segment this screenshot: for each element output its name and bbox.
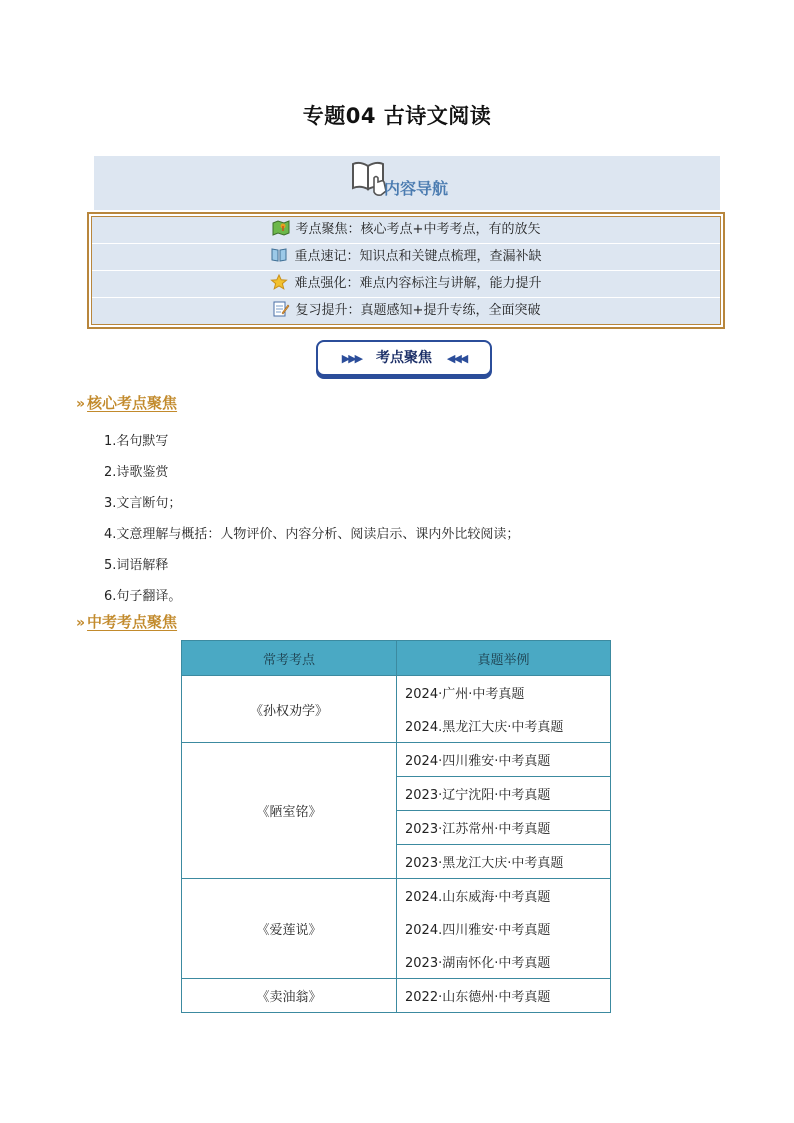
- table-row: [182, 879, 611, 913]
- book-icon: [270, 247, 288, 263]
- page-title: 专题04 古诗文阅读: [302, 104, 492, 128]
- nav-row-text: 重点速记：知识点和关键点梳理，查漏补缺: [294, 249, 542, 264]
- example-cell: 2024.黑龙江大庆·中考真题: [397, 709, 611, 743]
- arrows-right-icon: ▶▶▶: [341, 352, 362, 365]
- example-cell: 2023·辽宁沈阳·中考真题: [397, 777, 611, 811]
- banner-label: 考点聚焦: [376, 350, 432, 366]
- table-header: 真题举例: [397, 641, 611, 676]
- example-cell: 2023·江苏常州·中考真题: [397, 811, 611, 845]
- list-item: 1.名句默写: [104, 434, 169, 449]
- double-chevron-icon: »: [76, 396, 86, 412]
- nav-row-text: 难点强化：难点内容标注与讲解，能力提升: [294, 276, 542, 291]
- example-cell: 2024.山东威海·中考真题: [397, 879, 611, 913]
- poem-cell: 《爱莲说》: [182, 879, 397, 979]
- poem-cell: 《孙权劝学》: [182, 676, 397, 743]
- nav-row-review: [92, 298, 720, 324]
- example-cell: 2024·四川雅安·中考真题: [397, 743, 611, 777]
- example-cell: 2023·湖南怀化·中考真题: [397, 945, 611, 979]
- list-item: 2.诗歌鉴赏: [104, 465, 169, 480]
- list-item: 3.文言断句；: [104, 496, 182, 511]
- table-row: [182, 979, 611, 1013]
- double-chevron-icon: »: [76, 615, 86, 631]
- core-heading: » 核心考点聚焦: [76, 394, 178, 412]
- list-item: 6.句子翻译。: [104, 589, 182, 604]
- nav-row-text: 复习提升：真题感知+提升专练，全面突破: [295, 303, 541, 318]
- nav-header-label: 内容导航: [384, 179, 449, 198]
- arrows-left-icon: ◀◀◀: [446, 352, 467, 365]
- table-header: 常考考点: [182, 641, 397, 676]
- nav-row-text: 考点聚焦：核心考点+中考考点，有的放矢: [295, 222, 541, 237]
- nav-row-focus: [92, 217, 720, 244]
- example-cell: 2024.四川雅安·中考真题: [397, 912, 611, 945]
- list-item: 4.文意理解与概括：人物评价、内容分析、阅读启示、课内外比较阅读；: [104, 527, 520, 542]
- table-row: [182, 676, 611, 710]
- example-cell: 2023·黑龙江大庆·中考真题: [397, 845, 611, 879]
- nav-row-difficulty: [92, 271, 720, 298]
- exam-points-table: [181, 640, 611, 1013]
- map-icon: [272, 220, 290, 236]
- edit-note-icon: [272, 301, 290, 317]
- exam-heading: » 中考考点聚焦: [76, 613, 178, 631]
- section-banner: [316, 340, 492, 376]
- star-icon: [270, 274, 288, 290]
- nav-box: [87, 212, 725, 329]
- poem-cell: 《卖油翁》: [182, 979, 397, 1013]
- list-item: 5.词语解释: [104, 558, 169, 573]
- poem-cell: 《陋室铭》: [182, 743, 397, 879]
- example-cell: 2024·广州·中考真题: [397, 676, 611, 710]
- example-cell: 2022·山东德州·中考真题: [397, 979, 611, 1013]
- table-row: [182, 743, 611, 777]
- nav-row-notes: [92, 244, 720, 271]
- nav-header: [94, 156, 720, 210]
